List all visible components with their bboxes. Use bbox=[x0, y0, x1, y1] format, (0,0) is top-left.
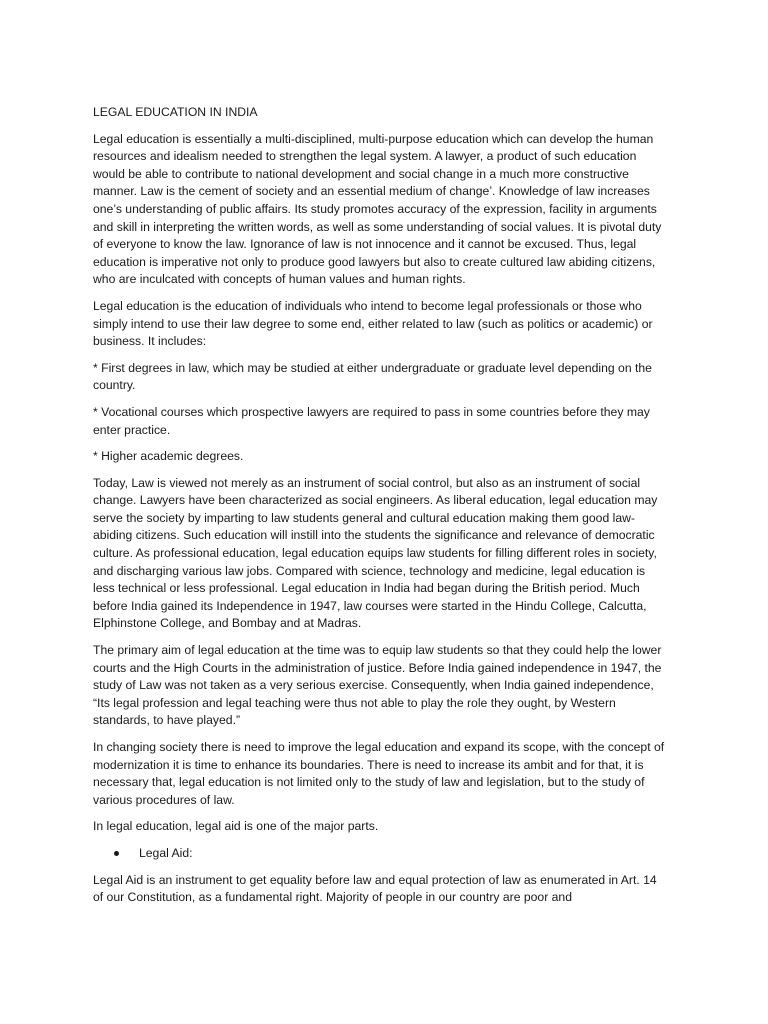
paragraph-definition: Legal education is the education of individuals who intend to become legal professionals or those who simply intend to use their law degree to some end, either related to law (such as politics or academic) or business. It includes: bbox=[93, 298, 653, 349]
paragraph-legal-aid-intro: In legal education, legal aid is one of the major parts. bbox=[93, 819, 379, 834]
bullet-heading: Legal Aid: bbox=[139, 845, 193, 860]
paragraph-intro: Legal education is essentially a multi-disciplined, multi-purpose education which can develop the human resources and idealism needed to strengthen the legal system. A lawyer, a product of such education would be able to contribute to national development and social change in a much more constructive manner. Law is the cement of society and an essential medium of change’. Knowledge of law increases one’s understanding of public affairs. Its study promotes accuracy of the expression, facility in arguments and skill in interpreting the written words, as well as some understanding of social values. It is pivotal duty of everyone to know the law. Ignorance of law is not innocence and it cannot be excused. Thus, legal education is imperative not only to produce good lawyers but also to create cultured law abiding citizens, who are inculcated with concepts of human values and human rights. bbox=[93, 131, 662, 287]
legal-aid-bullet bbox=[93, 845, 667, 863]
paragraph-social-change: Today, Law is viewed not merely as an instrument of social control, but also as an instrument of social change. Lawyers have been characterized as social engineers. As liberal education, legal education may serve the society by imparting to law students general and cultural education making them good law-abiding citizens. Such education will instill into the students the significance and relevance of democratic culture. As professional education, legal education equips law students for filling different roles in society, and discharging various law jobs. Compared with science, technology and medicine, legal education is less technical or less professional. Legal education in India had began during the British period. Much before India gained its Independence in 1947, law courses were started in the Hindu College, Calcutta, Elphinstone College, and Bombay and at Madras. bbox=[93, 475, 658, 631]
paragraph-higher-degrees: * Higher academic degrees. bbox=[93, 449, 244, 464]
bullet-dot-icon bbox=[114, 851, 119, 856]
paragraph-legal-aid-body: Legal Aid is an instrument to get equality before law and equal protection of law as enumerated in Art. 14 of our Constitution, as a fundamental right. Majority of people in our country are poor and bbox=[93, 872, 657, 905]
paragraph-first-degrees: * First degrees in law, which may be studied at either undergraduate or graduate level depending on the country. bbox=[93, 360, 652, 393]
document-title: LEGAL EDUCATION IN INDIA bbox=[93, 105, 258, 119]
paragraph-vocational-courses: * Vocational courses which prospective lawyers are required to pass in some countries before they may enter practice. bbox=[93, 404, 650, 437]
paragraph-changing-society: In changing society there is need to improve the legal education and expand its scope, with the concept of modernization it is time to enhance its boundaries. There is need to increase its ambit and for that, it is necessary that, legal education is not limited only to the study of law and legislation, but to the study of various procedures of law. bbox=[93, 740, 665, 807]
paragraph-primary-aim: The primary aim of legal education at the time was to equip law students so that they could help the lower courts and the High Courts in the administration of justice. Before India gained independence in 1947, the study of Law was not taken as a very serious exercise. Consequently, when India gained independence, “Its legal profession and legal teaching were thus not able to play the role they ought, by Western standards, to have played.” bbox=[93, 643, 662, 728]
document-body bbox=[93, 104, 667, 916]
